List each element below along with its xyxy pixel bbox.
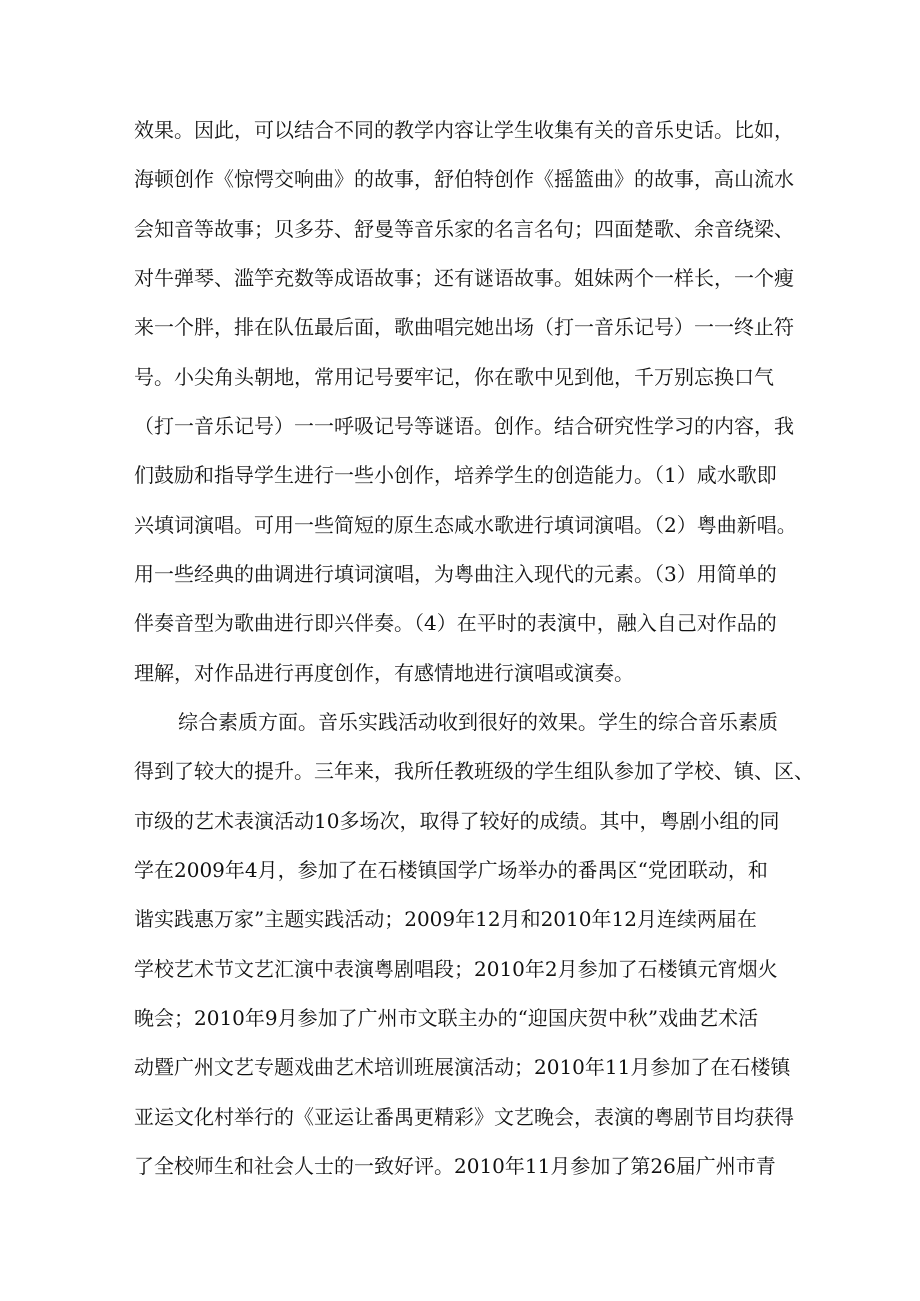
- paragraph-first-line: 综合素质方面。音乐实践活动收到很好的效果。学生的综合音乐素质: [178, 710, 778, 734]
- text-line: 谐实践惠万家”主题实践活动；2009年12月和2010年12月连续两届在: [134, 907, 757, 931]
- text-line: 效果。因此，可以结合不同的教学内容让学生收集有关的音乐史话。比如，: [134, 118, 794, 142]
- text-line: 海顿创作《惊愕交响曲》的故事，舒伯特创作《摇篮曲》的故事，高山流水: [134, 167, 794, 191]
- text-line: （打一音乐记号）一一呼吸记号等谜语。创作。结合研究性学习的内容，我: [134, 414, 794, 438]
- text-line: 亚运文化村举行的《亚运让番禺更精彩》文艺晚会，表演的粤剧节目均获得: [134, 1105, 794, 1129]
- text-line: 来一个胖，排在队伍最后面，歌曲唱完她出场（打一音乐记号）一一终止符: [134, 315, 794, 339]
- text-line: 们鼓励和指导学生进行一些小创作，培养学生的创造能力。（1）咸水歌即: [134, 463, 777, 487]
- text-line: 了全校师生和社会人士的一致好评。2010年11月参加了第26届广州市青: [134, 1154, 776, 1178]
- text-line: 伴奏音型为歌曲进行即兴伴奏。（4）在平时的表演中，融入自己对作品的: [134, 611, 777, 635]
- text-line: 动暨广州文艺专题戏曲艺术培训班展演活动；2010年11月参加了在石楼镇: [134, 1055, 791, 1079]
- text-line: 市级的艺术表演活动10多场次，取得了较好的成绩。其中，粤剧小组的同: [134, 809, 780, 833]
- text-line: 兴填词演唱。可用一些简短的原生态咸水歌进行填词演唱。（2）粤曲新唱。: [134, 513, 797, 537]
- text-line: 学校艺术节文艺汇演中表演粤剧唱段；2010年2月参加了石楼镇元宵烟火: [134, 957, 778, 981]
- text-line: 号。小尖角头朝地，常用记号要牢记，你在歌中见到他，千万别忘换口气: [134, 365, 774, 389]
- text-line: 学在2009年4月，参加了在石楼镇国学广场举办的番禺区“党团联动，和: [134, 858, 768, 882]
- text-line: 晚会；2010年9月参加了广州市文联主办的“迎国庆贺中秋”戏曲艺术活: [134, 1006, 759, 1030]
- text-line: 对牛弹琴、滥竽充数等成语故事；还有谜语故事。姐妹两个一样长，一个瘦: [134, 266, 794, 290]
- text-line: 得到了较大的提升。三年来，我所任教班级的学生组队参加了学校、镇、区、: [134, 759, 814, 783]
- text-line: 会知音等故事；贝多芬、舒曼等音乐家的名言名句；四面楚歌、余音绕梁、: [134, 217, 794, 241]
- text-line: 理解，对作品进行再度创作，有感情地进行演唱或演奏。: [134, 661, 634, 685]
- text-line: 用一些经典的曲调进行填词演唱，为粤曲注入现代的元素。（3）用简单的: [134, 562, 777, 586]
